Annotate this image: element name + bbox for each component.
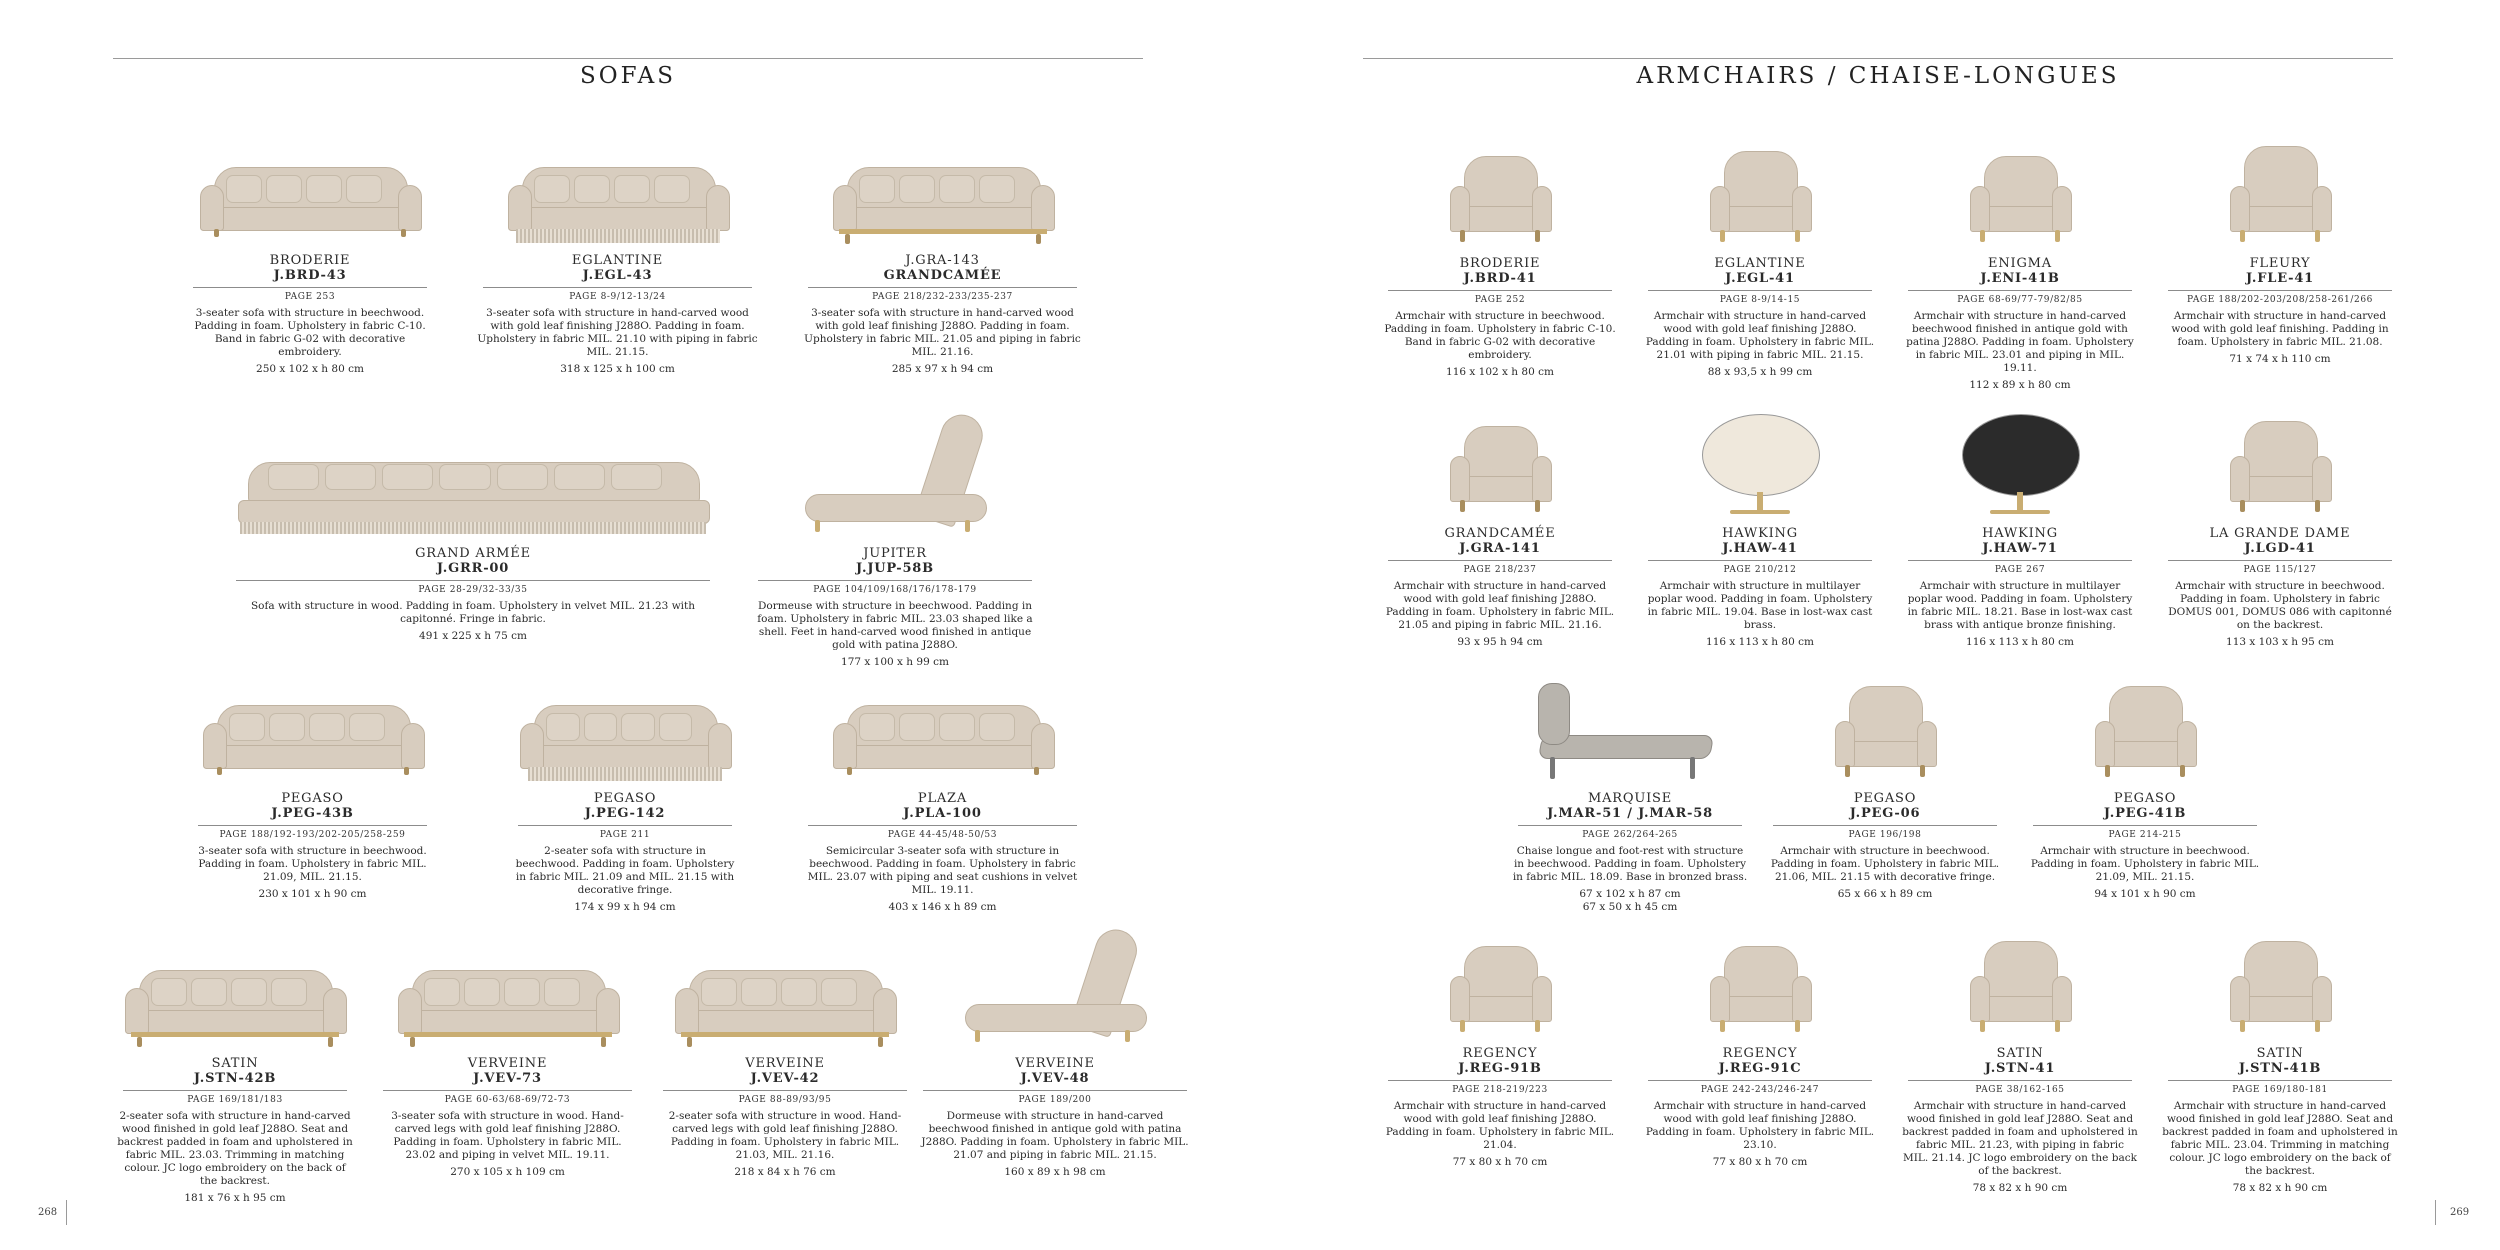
product-page-reference: PAGE 188/192-193/202-205/258-259 [219, 830, 406, 840]
product-divider [2168, 560, 2392, 561]
product-name: ENIGMA [1988, 256, 2052, 271]
product-divider [1388, 290, 1612, 291]
product-name: HAWKING [1722, 526, 1798, 541]
left-page-number: 268 [38, 1207, 58, 1218]
product-card [800, 140, 1085, 376]
product-name: REGENCY [1462, 1046, 1538, 1061]
product-description: 3-seater sofa with structure in hand-carved wood with gold leaf finishing J288O. Padding in foam. Upholstery in fabric MIL. 21.10 with piping in fabric MIL. 21.15. [477, 307, 758, 358]
product-photo [185, 112, 435, 247]
product-dimensions: 93 x 95 h 94 cm [1457, 636, 1543, 648]
product-description: Semicircular 3-seater sofa with structure in beechwood. Padding in foam. Upholstery in fabric MIL. 23.07 with piping and seat cushions in velvet MIL. 19.11. [807, 845, 1078, 896]
product-photo [1640, 410, 1880, 520]
product-divider [193, 287, 427, 288]
product-photo [1900, 150, 2140, 250]
product-card [1640, 145, 1880, 379]
product-divider [2168, 290, 2392, 291]
product-page-reference: PAGE 115/127 [2243, 565, 2317, 575]
product-card [1380, 150, 1620, 379]
product-description: Armchair with structure in multilayer poplar wood. Padding in foam. Upholstery in fabric MIL. 18.21. Base in lost-wax cast brass with antique bronze finishing. [1907, 580, 2133, 631]
product-divider [2033, 825, 2257, 826]
product-page-reference: PAGE 196/198 [1848, 830, 1922, 840]
product-dimensions: 174 x 99 x h 94 cm [574, 901, 676, 913]
product-photo [115, 940, 355, 1050]
product-name: VERVEINE [745, 1056, 825, 1071]
product-photo [800, 675, 1085, 785]
product-description: Sofa with structure in wood. Padding in foam. Upholstery in velvet MIL. 21.23 with capitonné. Fringe in fabric. [250, 600, 696, 625]
product-name: VERVEINE [1015, 1056, 1095, 1071]
product-photo [510, 680, 740, 785]
product-code: J.ENI-41B [1980, 271, 2060, 286]
product-description: 2-seater sofa with structure in wood. Hand-carved legs with gold leaf finishing J288O. Padding in foam. Upholstery in fabric MIL. 21.03, MIL. 21.16. [668, 1110, 902, 1161]
product-name: GRANDCAMÉE [1444, 526, 1556, 541]
product-code: J.LGD-41 [2244, 541, 2316, 556]
product-code: J.BRD-41 [1463, 271, 1537, 286]
product-card [2160, 415, 2400, 649]
product-photo [2160, 935, 2400, 1040]
product-divider [483, 287, 752, 288]
product-description: Armchair with structure in hand-carved wood with gold leaf finishing J288O. Padding in foam. Upholstery in fabric MIL. 21.04. [1385, 1100, 1615, 1151]
product-divider [1908, 290, 2132, 291]
product-card [1900, 410, 2140, 649]
product-photo [375, 940, 640, 1050]
product-dimensions: 67 x 102 x h 87 cm [1579, 888, 1681, 900]
product-page-reference: PAGE 38/162-165 [1975, 1085, 2065, 1095]
product-dimensions: 112 x 89 x h 80 cm [1969, 379, 2071, 391]
product-description: 3-seater sofa with structure in beechwood. Padding in foam. Upholstery in fabric C-10. Band in fabric G-02 with decorative embroidery. [194, 307, 426, 358]
product-description: Dormeuse with structure in hand-carved beechwood finished in antique gold with patina J288O. Padding in foam. Upholstery in fabric MIL. 21.07 and piping in fabric MIL. 21.15. [921, 1110, 1189, 1161]
product-description: 3-seater sofa with structure in beechwood. Padding in foam. Upholstery in fabric MIL. 21.09, MIL. 21.15. [198, 845, 427, 883]
product-dimensions: 88 x 93,5 x h 99 cm [1707, 366, 1813, 378]
product-page-reference: PAGE 88-89/93/95 [738, 1095, 832, 1105]
product-description: Armchair with structure in hand-carved wood with gold leaf finishing. Padding in foam. Upholstery in fabric MIL. 21.08. [2171, 310, 2389, 348]
product-page-reference: PAGE 28-29/32-33/35 [418, 585, 528, 595]
product-photo [1380, 940, 1620, 1040]
product-page-reference: PAGE 169/180-181 [2232, 1085, 2328, 1095]
product-dimensions: 113 x 103 x h 95 cm [2226, 636, 2334, 648]
product-card [1765, 680, 2005, 901]
product-description: Armchair with structure in multilayer poplar wood. Padding in foam. Upholstery in fabric MIL. 19.04. Base in lost-wax cast brass. [1647, 580, 1873, 631]
product-description: 2-seater sofa with structure in beechwood. Padding in foam. Upholstery in fabric MIL. 21.09 and MIL. 21.15 with decorative fringe. [515, 845, 735, 896]
product-card [510, 680, 740, 914]
product-name: LA GRANDE DAME [2209, 526, 2351, 541]
product-photo [1900, 410, 2140, 520]
product-card [1380, 940, 1620, 1169]
product-dimensions: 71 x 74 x h 110 cm [2229, 353, 2331, 365]
product-code: J.PEG-06 [1849, 806, 1921, 821]
product-divider [2168, 1080, 2392, 1081]
product-code: J.GRR-00 [436, 561, 510, 576]
product-name: J.GRA-143 [905, 253, 980, 268]
product-code: J.REG-91B [1458, 1061, 1542, 1076]
product-page-reference: PAGE 218/232-233/235-237 [872, 292, 1013, 302]
product-divider [1908, 560, 2132, 561]
product-photo [475, 130, 760, 247]
product-name: JUPITER [863, 546, 927, 561]
product-description: Armchair with structure in beechwood. Padding in foam. Upholstery in fabric MIL. 21.09, MIL. 21.15. [2030, 845, 2260, 883]
product-code: J.JUP-58B [856, 561, 934, 576]
product-description: Armchair with structure in hand-carved wood finished in gold leaf J288O. Seat and backrest padded in foam and upholstered in fabric MIL. 21.23, with piping in fabric MIL. 21.14. JC logo embroidery on the back of the backrest. [1902, 1100, 2138, 1177]
product-page-reference: PAGE 267 [1994, 565, 2046, 575]
product-name: BRODERIE [1459, 256, 1541, 271]
product-photo [1640, 145, 1880, 250]
product-photo [915, 920, 1195, 1050]
product-name: FLEURY [2249, 256, 2311, 271]
product-divider [923, 1090, 1187, 1091]
product-page-reference: PAGE 214-215 [2108, 830, 2182, 840]
product-name: PEGASO [2113, 791, 2177, 806]
product-dimensions: 116 x 102 x h 80 cm [1446, 366, 1554, 378]
product-code: J.VEV-73 [473, 1071, 542, 1086]
product-code: J.BRD-43 [273, 268, 347, 283]
product-divider [1388, 560, 1612, 561]
product-name: PEGASO [1853, 791, 1917, 806]
product-name: GRAND ARMÉE [415, 546, 531, 561]
right-page-number-rule [2435, 1200, 2436, 1225]
product-divider [1648, 290, 1872, 291]
product-page-reference: PAGE 68-69/77-79/82/85 [1957, 295, 2083, 305]
product-name: EGLANTINE [1714, 256, 1806, 271]
product-code: J.STN-41B [2238, 1061, 2322, 1076]
product-page-reference: PAGE 252 [1474, 295, 1526, 305]
product-code: J.PEG-142 [584, 806, 666, 821]
right-page-number: 269 [2450, 1207, 2470, 1218]
product-divider [1518, 825, 1742, 826]
product-divider [383, 1090, 632, 1091]
product-photo [2025, 680, 2265, 785]
product-card [1900, 935, 2140, 1195]
product-page-reference: PAGE 242-243/246-247 [1700, 1085, 1820, 1095]
product-card [655, 940, 915, 1179]
product-card [1380, 420, 1620, 649]
product-divider [808, 825, 1077, 826]
product-page-reference: PAGE 218/237 [1463, 565, 1537, 575]
product-card [750, 405, 1040, 669]
product-description: Chaise longue and foot-rest with structure in beechwood. Padding in foam. Upholstery in fabric MIL. 18.09. Base in bronzed brass. [1512, 845, 1748, 883]
product-name: PLAZA [917, 791, 968, 806]
product-divider [758, 580, 1032, 581]
product-dimensions: 250 x 102 x h 80 cm [256, 363, 364, 375]
product-dimensions: 218 x 84 x h 76 cm [734, 1166, 836, 1178]
product-page-reference: PAGE 60-63/68-69/72-73 [444, 1095, 571, 1105]
product-card [2160, 140, 2400, 366]
product-code: J.FLE-41 [2245, 271, 2315, 286]
product-code: J.PEG-41B [2103, 806, 2187, 821]
left-section-title: SOFAS [580, 63, 676, 89]
product-code: J.EGL-41 [1725, 271, 1795, 286]
product-dimensions: 181 x 76 x h 95 cm [184, 1192, 286, 1204]
product-description: 3-seater sofa with structure in wood. Hand-carved legs with gold leaf finishing J288O. Padding in foam. Upholstery in fabric MIL. 23.02 and piping in velvet MIL. 19.11. [391, 1110, 624, 1161]
product-photo [2160, 415, 2400, 520]
product-code: J.EGL-43 [582, 268, 653, 283]
product-description: Armchair with structure in hand-carved wood with gold leaf finishing J288O. Padding in foam. Upholstery in fabric MIL. 21.05 and piping in fabric MIL. 21.16. [1385, 580, 1615, 631]
product-dimensions-secondary: 67 x 50 x h 45 cm [1582, 901, 1678, 913]
product-card [185, 112, 435, 376]
product-dimensions: 77 x 80 x h 70 cm [1452, 1156, 1548, 1168]
product-divider [236, 580, 710, 581]
product-dimensions: 285 x 97 x h 94 cm [891, 363, 994, 375]
product-photo [1765, 680, 2005, 785]
product-description: Armchair with structure in hand-carved wood finished in gold leaf J288O. Seat and backrest padded in foam and upholstered in fabric MIL. 23.04. Trimming in matching colour. JC logo embroidery on the back of the backrest. [2162, 1100, 2398, 1177]
product-name: BRODERIE [269, 253, 351, 268]
product-card [375, 940, 640, 1179]
product-name: REGENCY [1722, 1046, 1798, 1061]
product-page-reference: PAGE 8-9/12-13/24 [569, 292, 666, 302]
product-page-reference: PAGE 218-219/223 [1452, 1085, 1548, 1095]
product-page-reference: PAGE 211 [599, 830, 651, 840]
product-description: Armchair with structure in beechwood. Padding in foam. Upholstery in fabric MIL. 21.06, MIL. 21.15 with decorative fringe. [1770, 845, 2000, 883]
product-name: VERVEINE [467, 1056, 548, 1071]
product-photo [1900, 935, 2140, 1040]
product-code: J.HAW-41 [1722, 541, 1798, 556]
product-photo [750, 405, 1040, 540]
product-card [2025, 680, 2265, 901]
product-code: J.PLA-100 [903, 806, 982, 821]
right-section-title: ARMCHAIRS / CHAISE-LONGUES [1636, 63, 2120, 89]
product-card [228, 405, 718, 643]
product-card [2160, 935, 2400, 1195]
product-card [800, 675, 1085, 914]
product-page-reference: PAGE 210/212 [1723, 565, 1797, 575]
product-description: Armchair with structure in beechwood. Padding in foam. Upholstery in fabric DOMUS 001, DOMUS 086 with capitonné on the backrest. [2168, 580, 2392, 631]
product-dimensions: 94 x 101 x h 90 cm [2094, 888, 2196, 900]
product-description: Armchair with structure in hand-carved wood with gold leaf finishing J288O. Padding in foam. Upholstery in fabric MIL. 21.01 with piping in fabric MIL. 21.15. [1645, 310, 1875, 361]
product-photo [190, 675, 435, 785]
product-card [475, 130, 760, 376]
product-page-reference: PAGE 169/181/183 [187, 1095, 283, 1105]
product-code: J.PEG-43B [271, 806, 354, 821]
product-page-reference: PAGE 253 [284, 292, 336, 302]
product-dimensions: 177 x 100 x h 99 cm [841, 656, 949, 668]
product-photo [655, 940, 915, 1050]
product-description: Armchair with structure in beechwood. Padding in foam. Upholstery in fabric C-10. Band in fabric G-02 with decorative embroidery. [1384, 310, 1616, 361]
product-code: J.STN-42B [193, 1071, 277, 1086]
product-divider [518, 825, 732, 826]
product-dimensions: 78 x 82 x h 90 cm [2232, 1182, 2328, 1194]
product-card [1900, 150, 2140, 392]
product-dimensions: 403 x 146 x h 89 cm [888, 901, 997, 913]
product-code: J.VEV-48 [1020, 1071, 1090, 1086]
product-page-reference: PAGE 262/264-265 [1582, 830, 1678, 840]
product-dimensions: 116 x 113 x h 80 cm [1706, 636, 1814, 648]
product-divider [1388, 1080, 1612, 1081]
product-divider [1908, 1080, 2132, 1081]
product-dimensions: 78 x 82 x h 90 cm [1972, 1182, 2068, 1194]
product-page-reference: PAGE 44-45/48-50/53 [887, 830, 998, 840]
product-divider [1648, 560, 1872, 561]
product-description: 3-seater sofa with structure in hand-carved wood with gold leaf finishing J288O. Padding in foam. Upholstery in fabric MIL. 21.05 and piping in fabric MIL. 21.16. [804, 307, 1081, 358]
product-photo [800, 140, 1085, 247]
product-dimensions: 77 x 80 x h 70 cm [1712, 1156, 1808, 1168]
product-photo [2160, 140, 2400, 250]
product-divider [1773, 825, 1997, 826]
left-page-number-rule [66, 1200, 67, 1225]
right-page [1250, 0, 2500, 1250]
product-divider [198, 825, 427, 826]
product-divider [123, 1090, 347, 1091]
product-photo [1510, 675, 1750, 785]
product-photo [1380, 420, 1620, 520]
product-dimensions: 230 x 101 x h 90 cm [258, 888, 367, 900]
product-dimensions: 270 x 105 x h 109 cm [450, 1166, 565, 1178]
product-page-reference: PAGE 104/109/168/176/178-179 [813, 585, 977, 595]
product-photo [1380, 150, 1620, 250]
product-name: SATIN [2256, 1046, 2304, 1061]
product-name: HAWKING [1982, 526, 2058, 541]
product-divider [808, 287, 1077, 288]
product-dimensions: 318 x 125 x h 100 cm [560, 363, 675, 375]
product-code: J.HAW-71 [1982, 541, 2058, 556]
product-page-reference: PAGE 188/202-203/208/258-261/266 [2186, 295, 2373, 305]
product-card [1640, 940, 1880, 1169]
product-photo [228, 405, 718, 540]
product-card [1510, 675, 1750, 914]
product-code: GRANDCAMÉE [883, 268, 1002, 283]
product-description: Dormeuse with structure in beechwood. Padding in foam. Upholstery in fabric MIL. 23.03 shaped like a shell. Feet in hand-carved wood finished in antique gold with patina J288O. [757, 600, 1033, 651]
product-name: SATIN [211, 1056, 259, 1071]
left-title-rule [113, 58, 1143, 59]
product-dimensions: 65 x 66 x h 89 cm [1837, 888, 1933, 900]
product-divider [1648, 1080, 1872, 1081]
product-name: PEGASO [593, 791, 657, 806]
product-photo [1640, 940, 1880, 1040]
product-dimensions: 116 x 113 x h 80 cm [1966, 636, 2074, 648]
product-dimensions: 160 x 89 x h 98 cm [1004, 1166, 1106, 1178]
product-name: SATIN [1996, 1046, 2044, 1061]
product-dimensions: 491 x 225 x h 75 cm [419, 630, 527, 642]
product-code: J.GRA-141 [1459, 541, 1541, 556]
product-card [190, 675, 435, 901]
product-page-reference: PAGE 8-9/14-15 [1719, 295, 1801, 305]
product-name: EGLANTINE [571, 253, 664, 268]
product-name: PEGASO [281, 791, 344, 806]
product-card [915, 920, 1195, 1179]
product-code: J.STN-41 [1984, 1061, 2056, 1076]
product-description: 2-seater sofa with structure in hand-carved wood finished in gold leaf J288O. Seat and backrest padded in foam and upholstered in fabric MIL. 23.03. Trimming in matching colour. JC logo embroidery on the back of the backrest. [117, 1110, 353, 1187]
product-description: Armchair with structure in hand-carved wood with gold leaf finishing J288O. Padding in foam. Upholstery in fabric MIL. 23.10. [1645, 1100, 1875, 1151]
product-code: J.VEV-42 [750, 1071, 820, 1086]
product-divider [663, 1090, 907, 1091]
product-page-reference: PAGE 189/200 [1018, 1095, 1092, 1105]
product-description: Armchair with structure in hand-carved beechwood finished in antique gold with patina J288O. Padding in foam. Upholstery in fabric MIL. 23.01 and piping in MIL. 19.11. [1906, 310, 2134, 374]
product-card [1640, 410, 1880, 649]
right-title-rule [1363, 58, 2393, 59]
product-name: MARQUISE [1587, 791, 1673, 806]
product-code: J.REG-91C [1718, 1061, 1802, 1076]
product-card [115, 940, 355, 1205]
product-code: J.MAR-51 / J.MAR-58 [1547, 806, 1713, 821]
